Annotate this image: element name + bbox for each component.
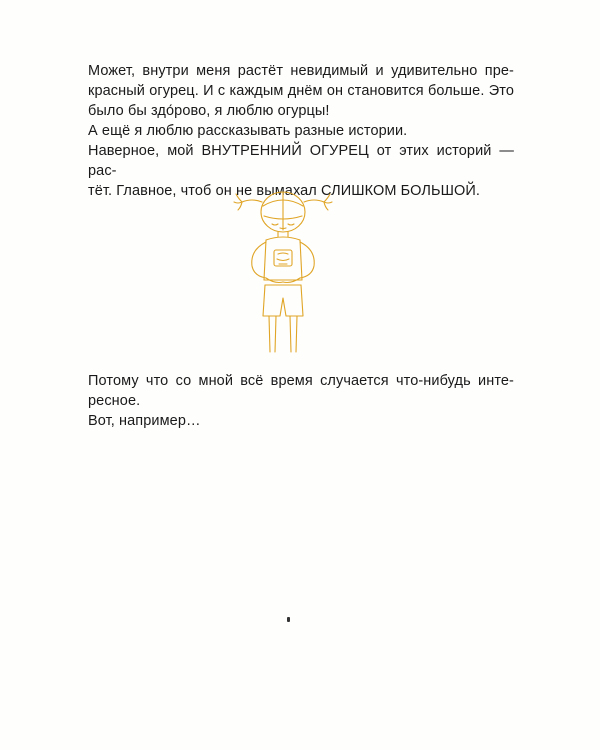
- paragraph-2-line-1: А ещё я люблю рассказывать разные истории.: [88, 123, 408, 139]
- paragraph-4-line-1: Потому что со мной всё время случается что-нибудь инте-: [88, 373, 514, 389]
- girl-illustration: [228, 188, 338, 358]
- paragraph-4-line-2: ресное.: [88, 393, 141, 409]
- paragraph-1-line-1: Может, внутри меня растёт невидимый и удивительно пре-: [88, 63, 514, 79]
- girl-drawing-icon: [228, 188, 338, 358]
- paragraph-5-line-1: Вот, например…: [88, 413, 201, 429]
- text-block-top: [88, 61, 514, 201]
- paragraph-3-line-1: Наверное, мой ВНУТРЕННИЙ ОГУРЕЦ от этих историй — рас-: [88, 143, 514, 179]
- paragraph-3-line-2: тёт. Главное, чтоб он не вымахал СЛИШКОМ БОЛЬШОЙ.: [88, 183, 480, 199]
- paragraph-1-line-2: красный огурец. И с каждым днём он становится больше. Это: [88, 83, 514, 99]
- paragraph-1-line-3: было бы здо́рово, я люблю огурцы!: [88, 103, 330, 119]
- text-block-bottom: [88, 371, 514, 431]
- page-mark: [287, 617, 290, 622]
